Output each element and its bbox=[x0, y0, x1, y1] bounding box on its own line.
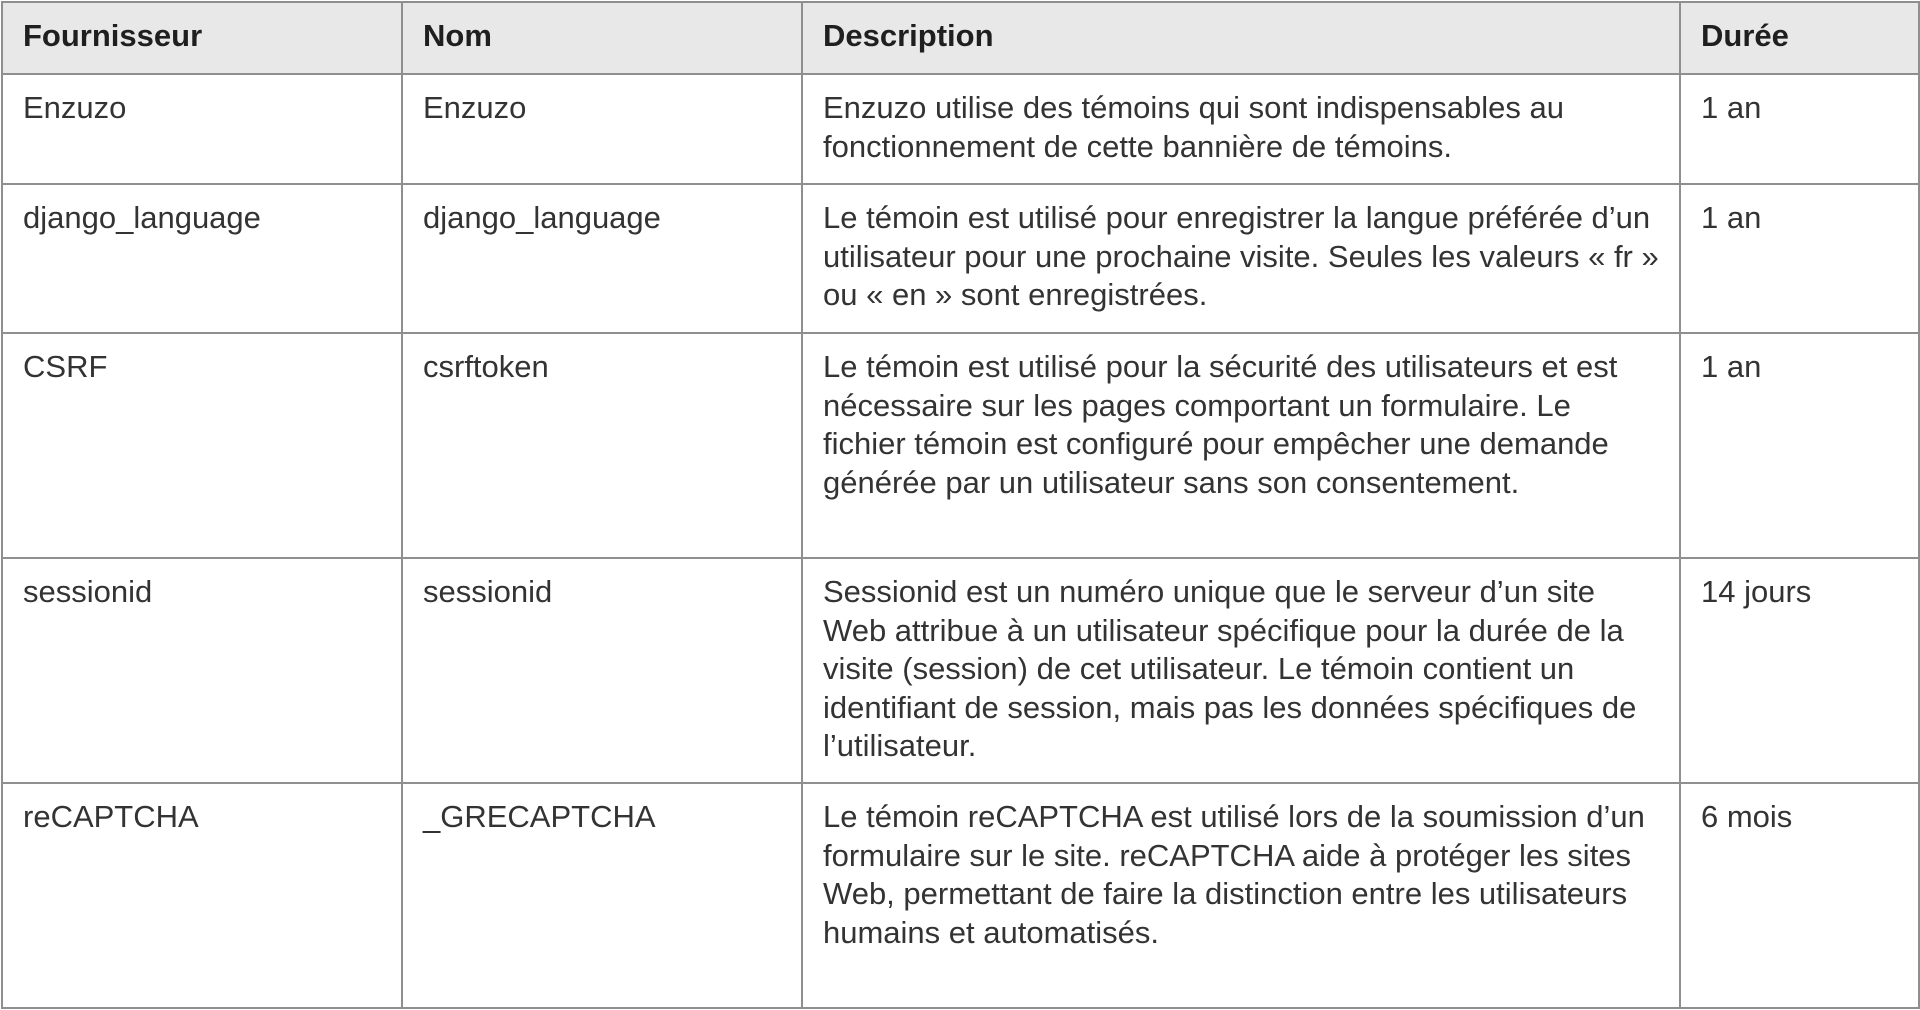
table-row bbox=[2, 184, 1919, 333]
cell-provider: django_language bbox=[2, 184, 402, 333]
table-row bbox=[2, 783, 1919, 1008]
cell-description: Enzuzo utilise des témoins qui sont indispensables au fonctionnement de cette bannière de témoins. bbox=[802, 74, 1680, 184]
header-duration: Durée bbox=[1680, 2, 1919, 74]
cell-provider: CSRF bbox=[2, 333, 402, 558]
cookie-table bbox=[1, 1, 1920, 1009]
cell-duration: 14 jours bbox=[1680, 558, 1919, 783]
header-name: Nom bbox=[402, 2, 802, 74]
cell-name: _GRECAPTCHA bbox=[402, 783, 802, 1008]
table-body bbox=[2, 74, 1919, 1008]
cell-duration: 6 mois bbox=[1680, 783, 1919, 1008]
cell-provider: reCAPTCHA bbox=[2, 783, 402, 1008]
cell-description: Le témoin est utilisé pour la sécurité des utilisateurs et est nécessaire sur les pages comportant un formulaire. Le fichier témoin est configuré pour empêcher une demande générée par un utilisateur sans son consentement. bbox=[802, 333, 1680, 558]
cell-provider: sessionid bbox=[2, 558, 402, 783]
header-provider: Fournisseur bbox=[2, 2, 402, 74]
cell-duration: 1 an bbox=[1680, 184, 1919, 333]
cell-description: Le témoin reCAPTCHA est utilisé lors de la soumission d’un formulaire sur le site. reCAPTCHA aide à protéger les sites Web, permettant de faire la distinction entre les utilisateurs humains et automatisés. bbox=[802, 783, 1680, 1008]
header-row bbox=[2, 2, 1919, 74]
table-row bbox=[2, 74, 1919, 184]
header-description: Description bbox=[802, 2, 1680, 74]
cell-name: Enzuzo bbox=[402, 74, 802, 184]
cell-description: Sessionid est un numéro unique que le serveur d’un site Web attribue à un utilisateur spécifique pour la durée de la visite (session) de cet utilisateur. Le témoin contient un identifiant de session, mais pas les données spécifiques de l’utilisateur. bbox=[802, 558, 1680, 783]
table-row bbox=[2, 333, 1919, 558]
table-header bbox=[2, 2, 1919, 74]
cell-duration: 1 an bbox=[1680, 74, 1919, 184]
table-row bbox=[2, 558, 1919, 783]
cell-name: django_language bbox=[402, 184, 802, 333]
cell-provider: Enzuzo bbox=[2, 74, 402, 184]
cell-name: sessionid bbox=[402, 558, 802, 783]
cell-duration: 1 an bbox=[1680, 333, 1919, 558]
cell-description: Le témoin est utilisé pour enregistrer la langue préférée d’un utilisateur pour une prochaine visite. Seules les valeurs « fr » ou « en » sont enregistrées. bbox=[802, 184, 1680, 333]
cell-name: csrftoken bbox=[402, 333, 802, 558]
